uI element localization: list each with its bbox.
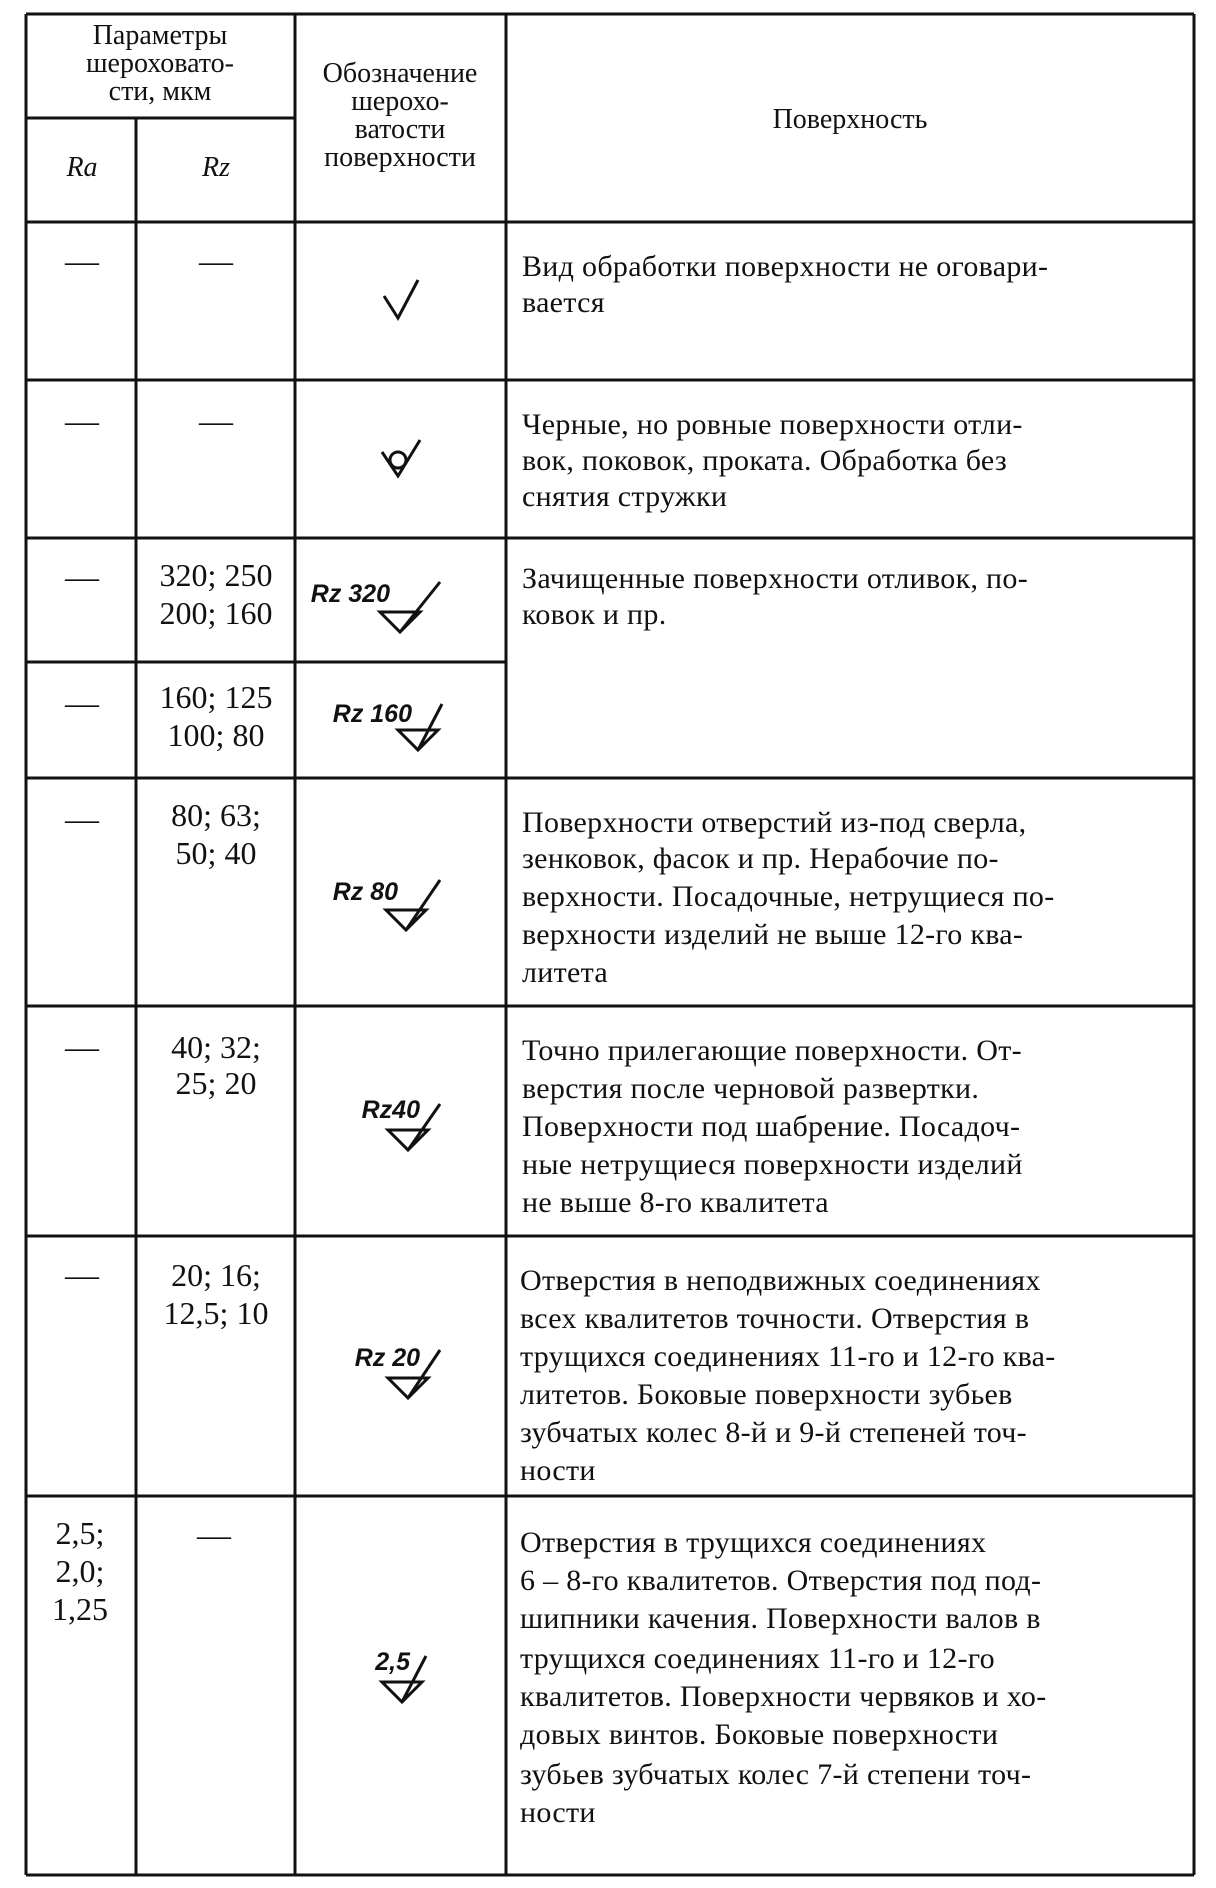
column-header-ra: Ra (66, 152, 98, 183)
surface-description-line: верхности. Посадочные, нетрущиеся по- (522, 880, 1055, 913)
surface-description-line: литетов. Боковые поверхности зубьев (520, 1378, 1013, 1411)
table-row (64, 1029, 1023, 1219)
table-row (64, 797, 1055, 989)
ra-value: — (65, 1257, 99, 1294)
params-group-line-1: Параметры (92, 20, 228, 51)
rz-value: — (199, 403, 233, 440)
table-row (52, 1515, 1047, 1829)
surface-description-line: верхности изделий не выше 12-го ква- (522, 918, 1024, 951)
ra-value-line: 1,25 (52, 1591, 108, 1627)
surface-description-line: трущихся соединениях 11-го и 12-го (520, 1642, 995, 1675)
rz-value-line: 50; 40 (175, 835, 257, 871)
surface-description-line: шипники качения. Поверхности валов в (520, 1602, 1041, 1635)
surface-description-line: Поверхности отверстий из-под сверла, (522, 806, 1027, 839)
surface-description-line: литета (522, 956, 609, 989)
column-header-mark-line-4: поверхности (324, 142, 476, 173)
roughness-mark-label: Rz 320 (310, 580, 390, 608)
surface-description-line: 6 – 8-го квалитетов. Отверстия под под- (520, 1564, 1042, 1597)
rz-value: — (199, 243, 233, 280)
table-row (64, 1257, 1056, 1487)
surface-description-line: Точно прилегающие поверхности. От- (522, 1034, 1022, 1067)
surface-description-line: зубчатых колес 8-й и 9-й степеней точ- (520, 1416, 1027, 1449)
table-row (64, 403, 1023, 513)
rz-value: — (197, 1517, 231, 1554)
surface-description-line: всех квалитетов точности. Отверстия в (520, 1302, 1030, 1335)
surface-description-line: зубьев зубчатых колес 7-й степени точ- (520, 1758, 1032, 1791)
table-row (64, 557, 1028, 632)
rz-value-line: 320; 250 (159, 557, 273, 593)
table-header (65, 20, 927, 183)
surface-description-line: Отверстия в трущихся соединениях (520, 1526, 987, 1559)
ra-value: — (65, 1029, 99, 1066)
surface-description-line: квалитетов. Поверхности червяков и хо- (520, 1680, 1047, 1713)
rz-value-line: 25; 20 (175, 1065, 257, 1101)
surface-description-line: Вид обработки поверхности не оговари- (522, 250, 1049, 283)
surface-description-line: вок, поковок, проката. Обработка без (522, 444, 1008, 477)
column-header-mark-line-1: Обозначение (322, 58, 478, 89)
check-mark-icon (384, 280, 418, 318)
roughness-mark-label: 2,5 (375, 1648, 410, 1676)
rz-value-line: 40; 32; (171, 1029, 261, 1065)
surface-description-line: ные нетрущиеся поверхности изделий (522, 1148, 1023, 1181)
rz-value-line: 200; 160 (159, 595, 273, 631)
surface-description-line: не выше 8-го квалитета (522, 1186, 829, 1219)
ra-value-line: 2,0; (55, 1553, 105, 1589)
column-header-mark-line-2: шерохо- (351, 86, 449, 117)
ra-value: — (65, 559, 99, 596)
ra-value: — (65, 801, 99, 838)
table-row (64, 679, 442, 753)
rz-value-line: 80; 63; (171, 797, 261, 833)
surface-description-line: Отверстия в неподвижных соединениях (520, 1264, 1041, 1297)
surface-description-line: Черные, но ровные поверхности отли- (522, 408, 1023, 441)
surface-description-line: снятия стружки (522, 480, 728, 513)
rz-value-line: 100; 80 (167, 717, 265, 753)
surface-description-line: Зачищенные поверхности отливок, по- (522, 562, 1028, 595)
roughness-mark-label: Rz 20 (354, 1344, 420, 1372)
column-header-surface: Поверхность (772, 104, 928, 135)
surface-description-line: вается (522, 286, 605, 319)
surface-description-line: трущихся соединениях 11-го и 12-го ква- (520, 1340, 1056, 1373)
surface-description-line: ности (520, 1796, 596, 1829)
rz-value-line: 12,5; 10 (163, 1295, 269, 1331)
roughness-mark-label: Rz 80 (332, 878, 398, 906)
rz-value-line: 160; 125 (159, 679, 273, 715)
ra-value: — (65, 243, 99, 280)
column-header-rz: Rz (202, 152, 230, 183)
roughness-mark-label: Rz 160 (332, 700, 412, 728)
surface-description-line: зенковок, фасок и пр. Нерабочие по- (522, 842, 999, 875)
column-header-mark-line-3: ватости (354, 114, 446, 145)
params-group-line-2: шероховато- (86, 48, 234, 79)
ra-value-line: 2,5; (55, 1515, 105, 1551)
ra-value: — (65, 403, 99, 440)
surface-description-line: довых винтов. Боковые поверхности (520, 1718, 999, 1751)
check-with-circle-icon (382, 440, 420, 476)
surface-description-line: ковок и пр. (522, 598, 667, 631)
ra-value: — (65, 685, 99, 722)
params-group-line-3: сти, мкм (108, 76, 212, 107)
roughness-mark-label: Rz40 (361, 1096, 420, 1124)
table-row (64, 243, 1048, 319)
surface-description-line: ности (520, 1454, 596, 1487)
rz-value-line: 20; 16; (171, 1257, 261, 1293)
surface-description-line: верстия после черновой развертки. (522, 1072, 980, 1105)
surface-description-line: Поверхности под шабрение. Посадоч- (522, 1110, 1021, 1143)
